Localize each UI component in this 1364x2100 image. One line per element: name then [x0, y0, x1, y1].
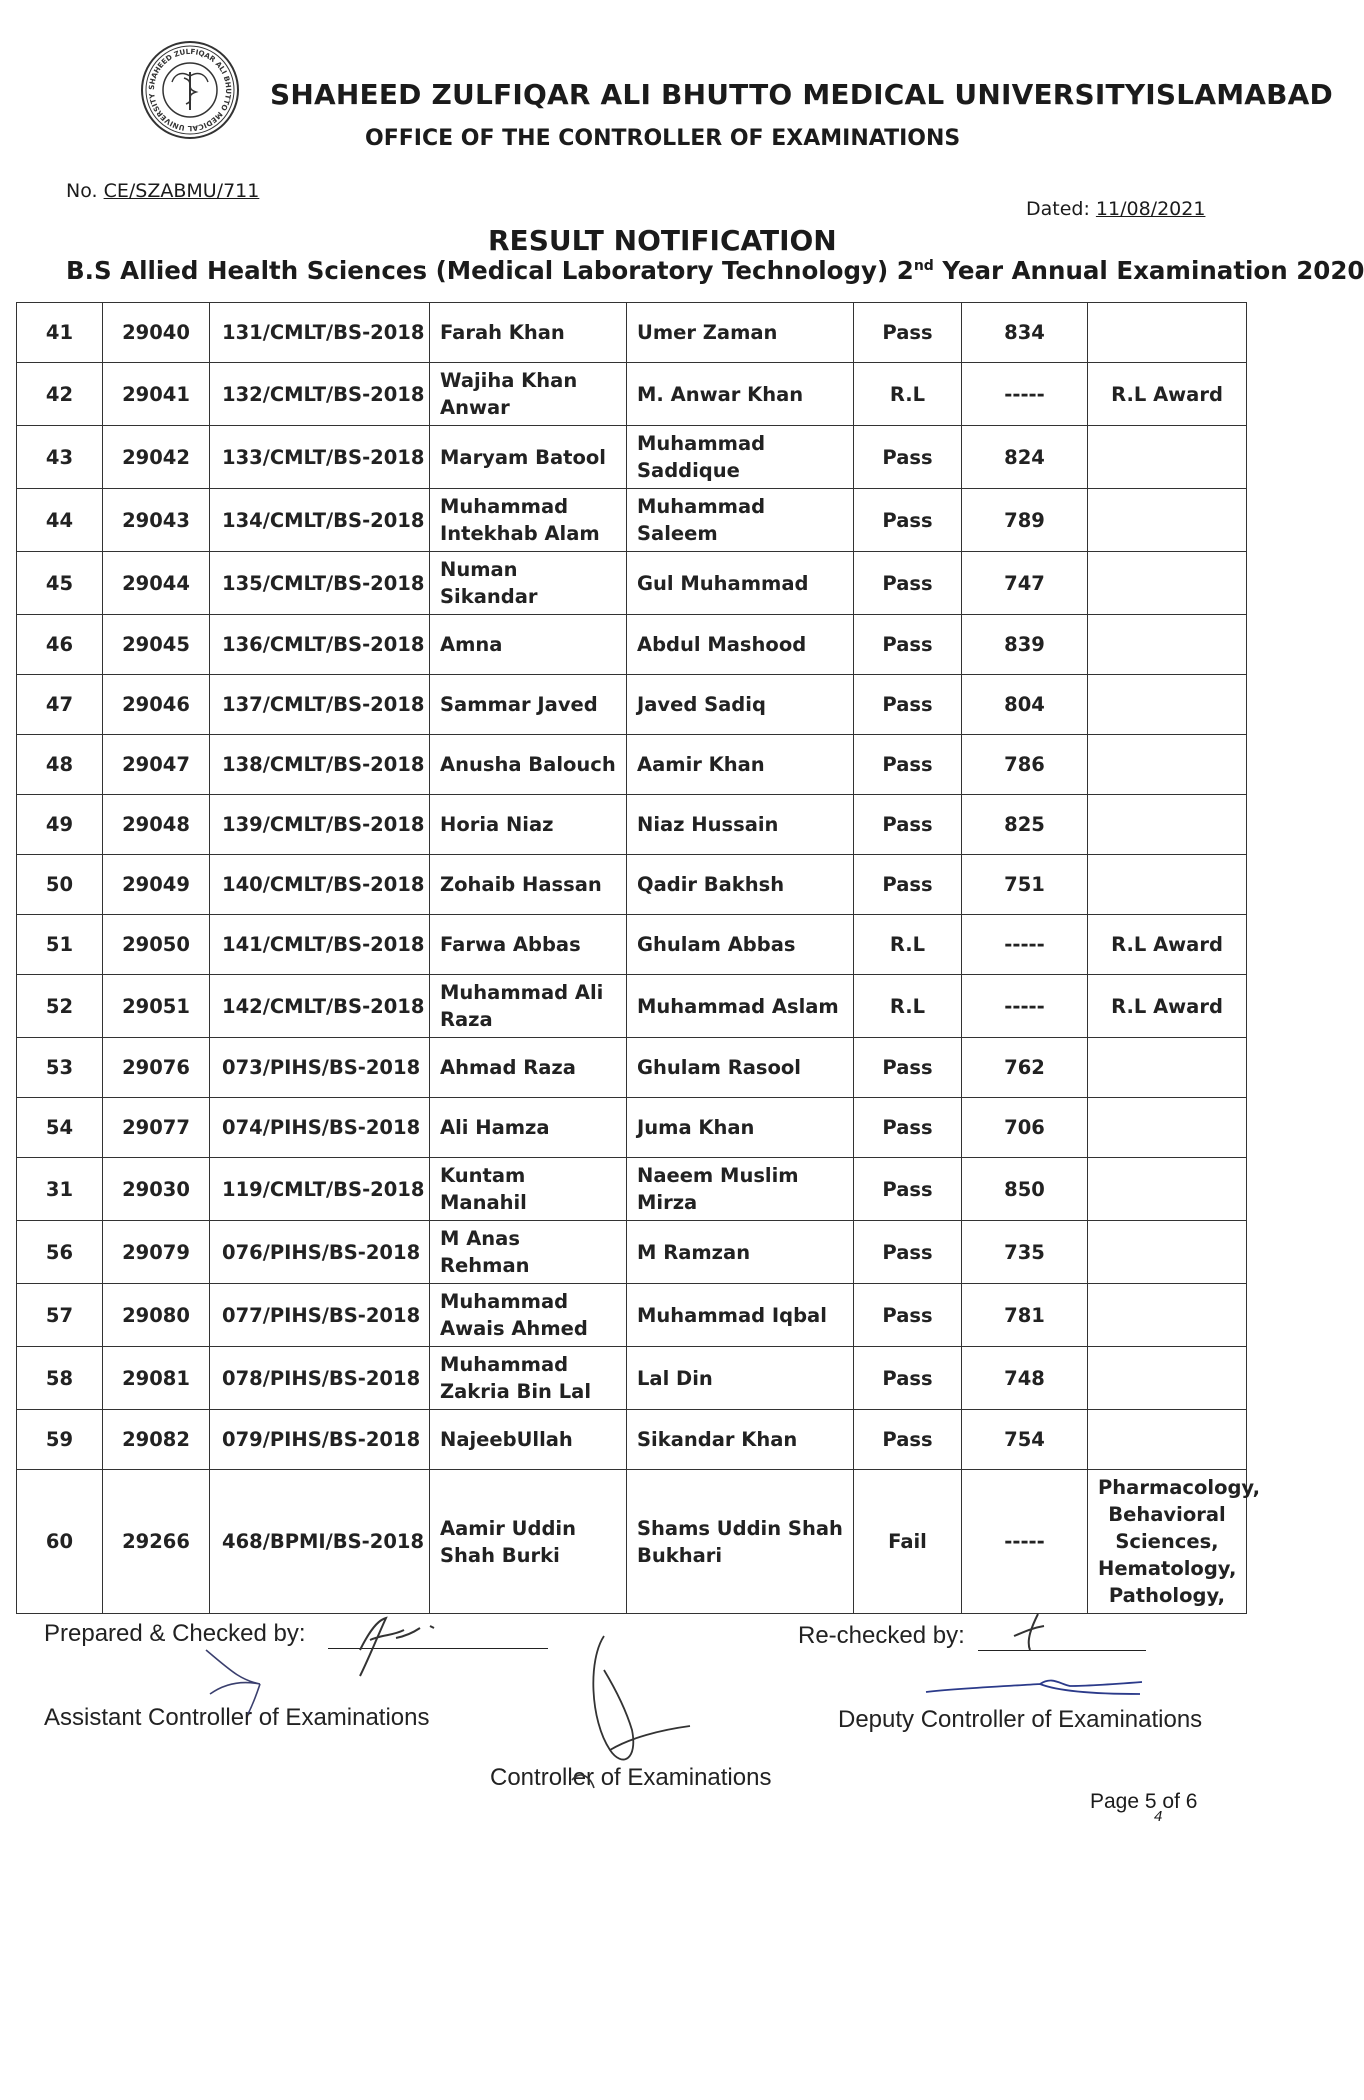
table-row — [17, 1038, 1247, 1098]
registration-number-cell: 134/CMLT/BS-2018 — [210, 489, 430, 552]
table-row — [17, 303, 1247, 363]
roll-number-cell: 29051 — [103, 975, 210, 1038]
result-cell: Pass — [854, 1158, 962, 1221]
remarks-cell — [1088, 426, 1247, 489]
student-name-cell: Numan Sikandar — [430, 552, 627, 615]
student-name-cell: Farah Khan — [430, 303, 627, 363]
marks-cell: ----- — [962, 915, 1088, 975]
result-cell: Pass — [854, 552, 962, 615]
serial-number-cell: 43 — [17, 426, 103, 489]
controller-signature-ink — [560, 1630, 720, 1800]
father-name-cell: M. Anwar Khan — [627, 363, 854, 426]
serial-number-cell: 57 — [17, 1284, 103, 1347]
remarks-cell — [1088, 303, 1247, 363]
roll-number-cell: 29080 — [103, 1284, 210, 1347]
roll-number-cell: 29050 — [103, 915, 210, 975]
dated — [1026, 198, 1205, 220]
exam-title-post: Year Annual Examination 2020 — [933, 256, 1364, 285]
marks-cell: 825 — [962, 795, 1088, 855]
table-row — [17, 615, 1247, 675]
registration-number-cell: 079/PIHS/BS-2018 — [210, 1410, 430, 1470]
student-name-cell: M Anas Rehman — [430, 1221, 627, 1284]
roll-number-cell: 29030 — [103, 1158, 210, 1221]
roll-number-cell: 29045 — [103, 615, 210, 675]
table-row — [17, 1158, 1247, 1221]
father-name-cell: Sikandar Khan — [627, 1410, 854, 1470]
father-name-cell: Javed Sadiq — [627, 675, 854, 735]
registration-number-cell: 468/BPMI/BS-2018 — [210, 1470, 430, 1614]
reference-label: No. — [66, 180, 98, 202]
registration-number-cell: 138/CMLT/BS-2018 — [210, 735, 430, 795]
registration-number-cell: 078/PIHS/BS-2018 — [210, 1347, 430, 1410]
exam-title-sup: nd — [913, 257, 934, 274]
father-name-cell: Shams Uddin Shah Bukhari — [627, 1470, 854, 1614]
marks-cell: 850 — [962, 1158, 1088, 1221]
registration-number-cell: 133/CMLT/BS-2018 — [210, 426, 430, 489]
svg-text:SHAHEED ZULFIQAR ALI BHUTTO ME: SHAHEED ZULFIQAR ALI BHUTTO MEDICAL UNIVERSITY — [146, 46, 234, 134]
registration-number-cell: 119/CMLT/BS-2018 — [210, 1158, 430, 1221]
serial-number-cell: 60 — [17, 1470, 103, 1614]
student-name-cell: Ahmad Raza — [430, 1038, 627, 1098]
student-name-cell: Maryam Batool — [430, 426, 627, 489]
rechecked-signature-ink — [920, 1600, 1160, 1710]
result-cell: Fail — [854, 1470, 962, 1614]
father-name-cell: Naeem Muslim Mirza — [627, 1158, 854, 1221]
table-row — [17, 489, 1247, 552]
father-name-cell: Ghulam Abbas — [627, 915, 854, 975]
result-cell: Pass — [854, 795, 962, 855]
roll-number-cell: 29040 — [103, 303, 210, 363]
result-cell: Pass — [854, 855, 962, 915]
roll-number-cell: 29082 — [103, 1410, 210, 1470]
table-row — [17, 795, 1247, 855]
table-row — [17, 426, 1247, 489]
result-cell: Pass — [854, 615, 962, 675]
father-name-cell: Muhammad Aslam — [627, 975, 854, 1038]
father-name-cell: M Ramzan — [627, 1221, 854, 1284]
father-name-cell: Muhammad Saddique — [627, 426, 854, 489]
registration-number-cell: 132/CMLT/BS-2018 — [210, 363, 430, 426]
dated-value: 11/08/2021 — [1095, 198, 1206, 220]
marks-cell: 751 — [962, 855, 1088, 915]
rechecked-label: Re-checked by: — [798, 1622, 965, 1649]
page-number-handwritten: 4 — [1154, 1808, 1163, 1825]
result-cell: Pass — [854, 1221, 962, 1284]
serial-number-cell: 56 — [17, 1221, 103, 1284]
serial-number-cell: 50 — [17, 855, 103, 915]
father-name-cell: Umer Zaman — [627, 303, 854, 363]
registration-number-cell: 140/CMLT/BS-2018 — [210, 855, 430, 915]
serial-number-cell: 49 — [17, 795, 103, 855]
table-row — [17, 975, 1247, 1038]
result-cell: R.L — [854, 975, 962, 1038]
table-row — [17, 1410, 1247, 1470]
remarks-cell — [1088, 1038, 1247, 1098]
registration-number-cell: 136/CMLT/BS-2018 — [210, 615, 430, 675]
prepared-checked-label: Prepared & Checked by: — [44, 1620, 306, 1647]
table-row — [17, 855, 1247, 915]
student-name-cell: Muhammad Zakria Bin Lal — [430, 1347, 627, 1410]
registration-number-cell: 141/CMLT/BS-2018 — [210, 915, 430, 975]
university-seal-logo — [140, 40, 240, 140]
page-number-text: Page 5 of 6 — [1090, 1790, 1198, 1813]
serial-number-cell: 54 — [17, 1098, 103, 1158]
marks-cell: 804 — [962, 675, 1088, 735]
roll-number-cell: 29044 — [103, 552, 210, 615]
student-name-cell: Farwa Abbas — [430, 915, 627, 975]
result-cell: R.L — [854, 915, 962, 975]
marks-cell: ----- — [962, 1470, 1088, 1614]
student-name-cell: Horia Niaz — [430, 795, 627, 855]
table-row — [17, 1221, 1247, 1284]
result-cell: Pass — [854, 1284, 962, 1347]
table-row — [17, 363, 1247, 426]
marks-cell: ----- — [962, 975, 1088, 1038]
marks-cell: 786 — [962, 735, 1088, 795]
dated-label: Dated: — [1026, 198, 1090, 220]
result-cell: Pass — [854, 1038, 962, 1098]
student-name-cell: Anusha Balouch — [430, 735, 627, 795]
roll-number-cell: 29077 — [103, 1098, 210, 1158]
registration-number-cell: 076/PIHS/BS-2018 — [210, 1221, 430, 1284]
father-name-cell: Niaz Hussain — [627, 795, 854, 855]
roll-number-cell: 29046 — [103, 675, 210, 735]
table-row — [17, 1284, 1247, 1347]
exam-title — [66, 256, 1364, 285]
serial-number-cell: 58 — [17, 1347, 103, 1410]
remarks-cell — [1088, 552, 1247, 615]
serial-number-cell: 47 — [17, 675, 103, 735]
father-name-cell: Aamir Khan — [627, 735, 854, 795]
remarks-cell — [1088, 1347, 1247, 1410]
father-name-cell: Gul Muhammad — [627, 552, 854, 615]
result-cell: Pass — [854, 675, 962, 735]
student-name-cell: Muhammad Awais Ahmed — [430, 1284, 627, 1347]
remarks-cell — [1088, 1098, 1247, 1158]
registration-number-cell: 073/PIHS/BS-2018 — [210, 1038, 430, 1098]
serial-number-cell: 31 — [17, 1158, 103, 1221]
table-row — [17, 915, 1247, 975]
father-name-cell: Qadir Bakhsh — [627, 855, 854, 915]
serial-number-cell: 51 — [17, 915, 103, 975]
serial-number-cell: 44 — [17, 489, 103, 552]
result-cell: Pass — [854, 1098, 962, 1158]
table-row — [17, 552, 1247, 615]
serial-number-cell: 41 — [17, 303, 103, 363]
reference-value: CE/SZABMU/711 — [103, 180, 260, 202]
remarks-cell: R.L Award — [1088, 975, 1247, 1038]
remarks-cell: R.L Award — [1088, 363, 1247, 426]
serial-number-cell: 48 — [17, 735, 103, 795]
roll-number-cell: 29081 — [103, 1347, 210, 1410]
serial-number-cell: 46 — [17, 615, 103, 675]
marks-cell: 748 — [962, 1347, 1088, 1410]
result-cell: Pass — [854, 426, 962, 489]
remarks-cell — [1088, 1158, 1247, 1221]
student-name-cell: Muhammad Intekhab Alam — [430, 489, 627, 552]
notification-title: RESULT NOTIFICATION — [488, 224, 837, 257]
roll-number-cell: 29049 — [103, 855, 210, 915]
marks-cell: 824 — [962, 426, 1088, 489]
remarks-cell — [1088, 795, 1247, 855]
table-row — [17, 1470, 1247, 1614]
father-name-cell: Juma Khan — [627, 1098, 854, 1158]
reference-number — [66, 180, 259, 202]
table-row — [17, 675, 1247, 735]
result-cell: Pass — [854, 303, 962, 363]
remarks-cell — [1088, 489, 1247, 552]
student-name-cell: Zohaib Hassan — [430, 855, 627, 915]
student-name-cell: NajeebUllah — [430, 1410, 627, 1470]
registration-number-cell: 137/CMLT/BS-2018 — [210, 675, 430, 735]
registration-number-cell: 135/CMLT/BS-2018 — [210, 552, 430, 615]
registration-number-cell: 142/CMLT/BS-2018 — [210, 975, 430, 1038]
results-table — [16, 302, 1261, 1614]
result-cell: Pass — [854, 1347, 962, 1410]
roll-number-cell: 29266 — [103, 1470, 210, 1614]
roll-number-cell: 29043 — [103, 489, 210, 552]
student-name-cell: Sammar Javed — [430, 675, 627, 735]
marks-cell: ----- — [962, 363, 1088, 426]
remarks-cell — [1088, 1284, 1247, 1347]
marks-cell: 735 — [962, 1221, 1088, 1284]
remarks-cell — [1088, 855, 1247, 915]
registration-number-cell: 131/CMLT/BS-2018 — [210, 303, 430, 363]
father-name-cell: Ghulam Rasool — [627, 1038, 854, 1098]
roll-number-cell: 29047 — [103, 735, 210, 795]
page-number — [1090, 1790, 1198, 1825]
exam-title-pre: B.S Allied Health Sciences (Medical Laboratory Technology) 2 — [66, 256, 914, 285]
remarks-cell: Pharmacology, Behavioral Sciences, Hematology, Pathology, — [1088, 1470, 1247, 1614]
result-cell: Pass — [854, 735, 962, 795]
table-row — [17, 1347, 1247, 1410]
student-name-cell: Ali Hamza — [430, 1098, 627, 1158]
father-name-cell: Lal Din — [627, 1347, 854, 1410]
roll-number-cell: 29079 — [103, 1221, 210, 1284]
remarks-cell — [1088, 675, 1247, 735]
father-name-cell: Muhammad Saleem — [627, 489, 854, 552]
table-row — [17, 1098, 1247, 1158]
registration-number-cell: 077/PIHS/BS-2018 — [210, 1284, 430, 1347]
marks-cell: 839 — [962, 615, 1088, 675]
result-cell: R.L — [854, 363, 962, 426]
remarks-cell — [1088, 1410, 1247, 1470]
roll-number-cell: 29048 — [103, 795, 210, 855]
marks-cell: 747 — [962, 552, 1088, 615]
remarks-cell: R.L Award — [1088, 915, 1247, 975]
marks-cell: 789 — [962, 489, 1088, 552]
serial-number-cell: 59 — [17, 1410, 103, 1470]
roll-number-cell: 29076 — [103, 1038, 210, 1098]
controller-title: Controller of Examinations — [490, 1764, 772, 1791]
remarks-cell — [1088, 615, 1247, 675]
marks-cell: 834 — [962, 303, 1088, 363]
deputy-controller-title: Deputy Controller of Examinations — [838, 1706, 1203, 1733]
student-name-cell: Kuntam Manahil — [430, 1158, 627, 1221]
serial-number-cell: 42 — [17, 363, 103, 426]
result-cell: Pass — [854, 1410, 962, 1470]
serial-number-cell: 45 — [17, 552, 103, 615]
result-cell: Pass — [854, 489, 962, 552]
registration-number-cell: 074/PIHS/BS-2018 — [210, 1098, 430, 1158]
marks-cell: 706 — [962, 1098, 1088, 1158]
roll-number-cell: 29041 — [103, 363, 210, 426]
serial-number-cell: 52 — [17, 975, 103, 1038]
assistant-controller-title: Assistant Controller of Examinations — [44, 1704, 430, 1731]
office-name: OFFICE OF THE CONTROLLER OF EXAMINATIONS — [365, 126, 961, 151]
remarks-cell — [1088, 735, 1247, 795]
student-name-cell: Muhammad Ali Raza — [430, 975, 627, 1038]
student-name-cell: Amna — [430, 615, 627, 675]
prepared-signature-ink — [200, 1610, 520, 1720]
father-name-cell: Muhammad Iqbal — [627, 1284, 854, 1347]
student-name-cell: Aamir Uddin Shah Burki — [430, 1470, 627, 1614]
registration-number-cell: 139/CMLT/BS-2018 — [210, 795, 430, 855]
serial-number-cell: 53 — [17, 1038, 103, 1098]
table-row — [17, 735, 1247, 795]
marks-cell: 754 — [962, 1410, 1088, 1470]
father-name-cell: Abdul Mashood — [627, 615, 854, 675]
remarks-cell — [1088, 1221, 1247, 1284]
university-name: SHAHEED ZULFIQAR ALI BHUTTO MEDICAL UNIVERSITYISLAMABAD — [270, 78, 1333, 111]
roll-number-cell: 29042 — [103, 426, 210, 489]
student-name-cell: Wajiha Khan Anwar — [430, 363, 627, 426]
marks-cell: 762 — [962, 1038, 1088, 1098]
marks-cell: 781 — [962, 1284, 1088, 1347]
